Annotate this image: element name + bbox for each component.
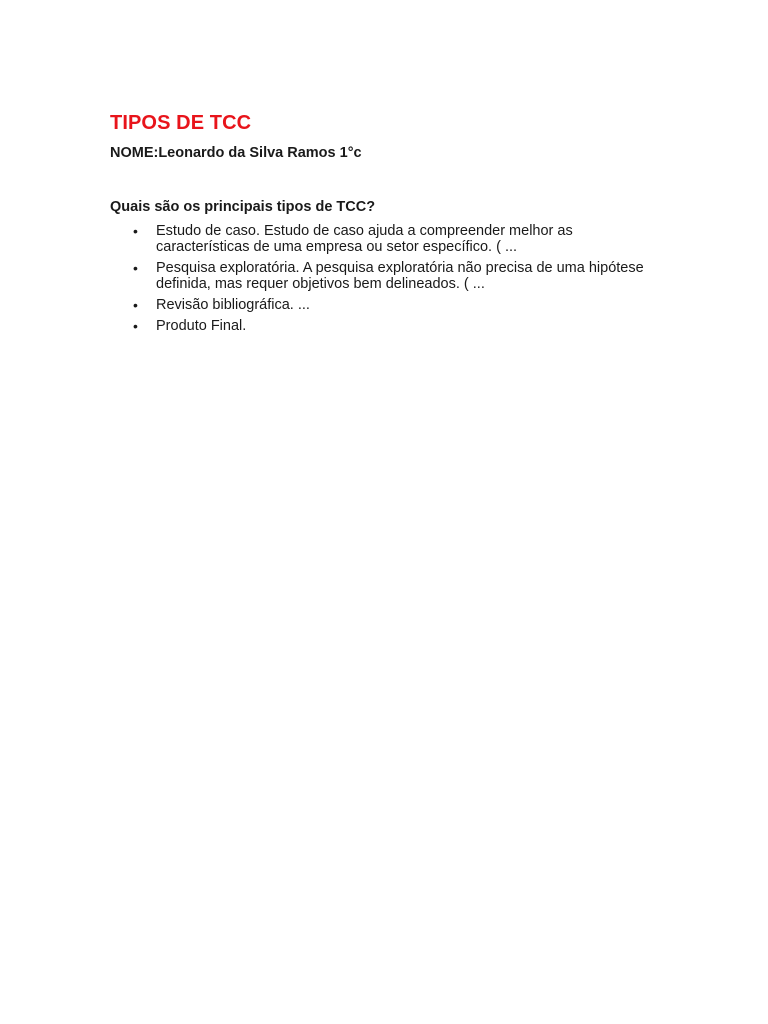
list-item — [110, 318, 650, 334]
list-item — [110, 260, 650, 292]
bullet-icon: • — [133, 297, 138, 313]
list-item-text: Pesquisa exploratória. A pesquisa exploratória não precisa de uma hipótese definida, mas requer objetivos bem delineados. ( ... — [156, 260, 644, 292]
bullet-icon: • — [133, 318, 138, 334]
list-item-text: Estudo de caso. Estudo de caso ajuda a compreender melhor as características de uma empresa ou setor específico. ( ... — [156, 223, 573, 255]
bullet-icon: • — [133, 260, 138, 276]
tcc-types-list — [110, 223, 650, 334]
student-name: NOME:Leonardo da Silva Ramos 1°c — [110, 145, 362, 161]
document-content — [110, 111, 650, 339]
list-item — [110, 223, 650, 255]
list-item — [110, 297, 650, 313]
page-title: TIPOS DE TCC — [110, 112, 252, 134]
bullet-icon: • — [133, 223, 138, 239]
list-item-text: Revisão bibliográfica. ... — [156, 297, 310, 313]
list-item-text: Produto Final. — [156, 318, 247, 334]
question-heading: Quais são os principais tipos de TCC? — [110, 199, 376, 215]
